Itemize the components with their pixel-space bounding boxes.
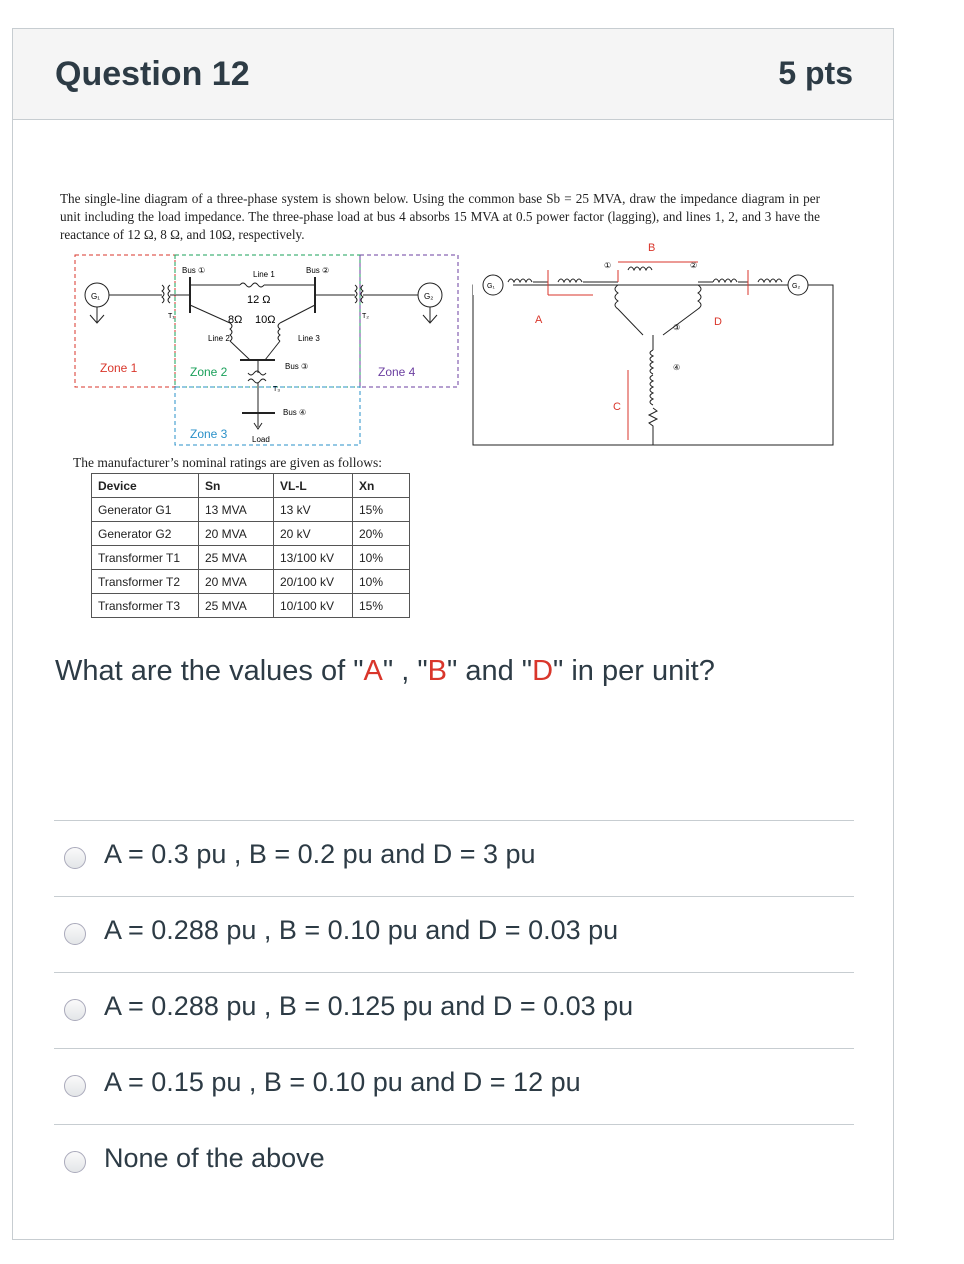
svg-text:Bus ③: Bus ③ <box>285 362 309 371</box>
question-title: Question 12 <box>55 55 250 93</box>
answer-option[interactable] <box>54 896 854 972</box>
svg-text:G₂: G₂ <box>792 283 801 290</box>
radio-button[interactable] <box>64 923 86 945</box>
svg-text:③: ③ <box>673 323 681 332</box>
svg-text:Line 3: Line 3 <box>298 334 320 343</box>
answer-label[interactable]: A = 0.288 pu , B = 0.10 pu and D = 0.03 pu <box>104 915 619 945</box>
table-row <box>92 498 410 522</box>
prompt-text: What are the values of " <box>55 655 364 687</box>
impedance-diagram <box>468 240 840 450</box>
table-cell: 20% <box>353 522 410 546</box>
table-header: VL-L <box>274 474 353 498</box>
prompt-highlight-b: B <box>427 655 447 687</box>
prompt-highlight-d: D <box>532 655 554 687</box>
table-cell: Generator G2 <box>92 522 199 546</box>
table-header: Xn <box>353 474 410 498</box>
answer-label[interactable]: None of the above <box>104 1143 325 1173</box>
table-cell: Transformer T2 <box>92 570 199 594</box>
table-header-row <box>92 474 410 498</box>
table-header: Sn <box>199 474 274 498</box>
table-header: Device <box>92 474 199 498</box>
table-cell: 13 MVA <box>199 498 274 522</box>
svg-text:G₂: G₂ <box>424 292 434 301</box>
prompt-highlight-a: A <box>363 655 383 687</box>
prompt-text: " in per unit? <box>553 655 715 687</box>
answer-option[interactable] <box>54 972 854 1048</box>
t3-symbol <box>248 371 266 383</box>
answer-label[interactable]: A = 0.288 pu , B = 0.125 pu and D = 0.03 pu <box>104 991 634 1021</box>
table-row <box>92 594 410 618</box>
svg-text:T₃: T₃ <box>273 386 281 393</box>
radio-button[interactable] <box>64 999 86 1021</box>
label-b: B <box>648 242 656 254</box>
answer-option[interactable] <box>54 1124 854 1200</box>
answer-label[interactable]: A = 0.15 pu , B = 0.10 pu and D = 12 pu <box>104 1067 581 1097</box>
radio-button[interactable] <box>64 847 86 869</box>
svg-text:Zone 1: Zone 1 <box>100 361 138 375</box>
table-row <box>92 546 410 570</box>
table-cell: 13 kV <box>274 498 353 522</box>
table-cell: 25 MVA <box>199 546 274 570</box>
svg-text:T₁: T₁ <box>168 313 175 320</box>
svg-text:Load: Load <box>252 435 270 444</box>
label-c: C <box>613 401 621 413</box>
svg-text:Zone 3: Zone 3 <box>190 427 228 441</box>
svg-text:Line 1: Line 1 <box>253 270 275 279</box>
svg-text:④: ④ <box>673 363 681 372</box>
svg-text:G₁: G₁ <box>487 283 495 290</box>
question-prompt <box>55 655 715 688</box>
svg-text:Line 2: Line 2 <box>208 334 230 343</box>
table-row <box>92 570 410 594</box>
table-cell: Generator G1 <box>92 498 199 522</box>
svg-text:Zone 2: Zone 2 <box>190 365 228 379</box>
svg-text:Bus ④: Bus ④ <box>283 408 307 417</box>
table-cell: 15% <box>353 498 410 522</box>
table-cell: 10/100 kV <box>274 594 353 618</box>
prompt-text: " , " <box>382 655 428 687</box>
svg-text:Zone 4: Zone 4 <box>378 365 416 379</box>
ratings-table <box>91 473 410 618</box>
radio-button[interactable] <box>64 1151 86 1173</box>
t2-symbol <box>355 285 363 303</box>
t1-symbol <box>162 285 170 303</box>
svg-text:①: ① <box>604 261 612 270</box>
table-cell: 10% <box>353 570 410 594</box>
table-cell: 20/100 kV <box>274 570 353 594</box>
svg-text:10Ω: 10Ω <box>255 314 276 326</box>
answer-option[interactable] <box>54 1048 854 1124</box>
table-cell: 10% <box>353 546 410 570</box>
g1-label: G₁ <box>91 292 100 301</box>
radio-button[interactable] <box>64 1075 86 1097</box>
svg-text:T₂: T₂ <box>362 313 369 320</box>
svg-text:②: ② <box>690 261 698 270</box>
svg-text:Bus ①: Bus ① <box>182 266 206 275</box>
table-cell: 20 MVA <box>199 522 274 546</box>
single-line-diagram <box>70 245 465 455</box>
svg-text:Bus ②: Bus ② <box>306 266 330 275</box>
table-cell: 20 kV <box>274 522 353 546</box>
table-cell: 13/100 kV <box>274 546 353 570</box>
problem-statement: The single-line diagram of a three-phase system is shown below. Using the common base Sb = 25 MVA, draw the impedance diagram in per unit including the load impedance. The three-phase load at bus 4 absorbs 15 MVA at 0.5 power factor (lagging), and lines 1, 2, and 3 have the reactance of 12 Ω, 8 Ω, and 10Ω, respectively. <box>60 191 820 242</box>
table-row <box>92 522 410 546</box>
question-header <box>13 29 893 120</box>
table-cell: Transformer T3 <box>92 594 199 618</box>
answer-list <box>54 820 854 1200</box>
prompt-text: " and " <box>446 655 533 687</box>
table-cell: 25 MVA <box>199 594 274 618</box>
table-cell: Transformer T1 <box>92 546 199 570</box>
svg-text:8Ω: 8Ω <box>228 314 243 326</box>
ratings-intro: The manufacturer’s nominal ratings are given as follows: <box>73 455 383 470</box>
label-d: D <box>714 316 722 328</box>
answer-option[interactable] <box>54 820 854 896</box>
table-cell: 20 MVA <box>199 570 274 594</box>
answer-label[interactable]: A = 0.3 pu , B = 0.2 pu and D = 3 pu <box>104 839 536 869</box>
question-points: 5 pts <box>778 55 853 91</box>
label-a: A <box>535 314 543 326</box>
svg-text:12 Ω: 12 Ω <box>247 294 271 306</box>
table-cell: 15% <box>353 594 410 618</box>
